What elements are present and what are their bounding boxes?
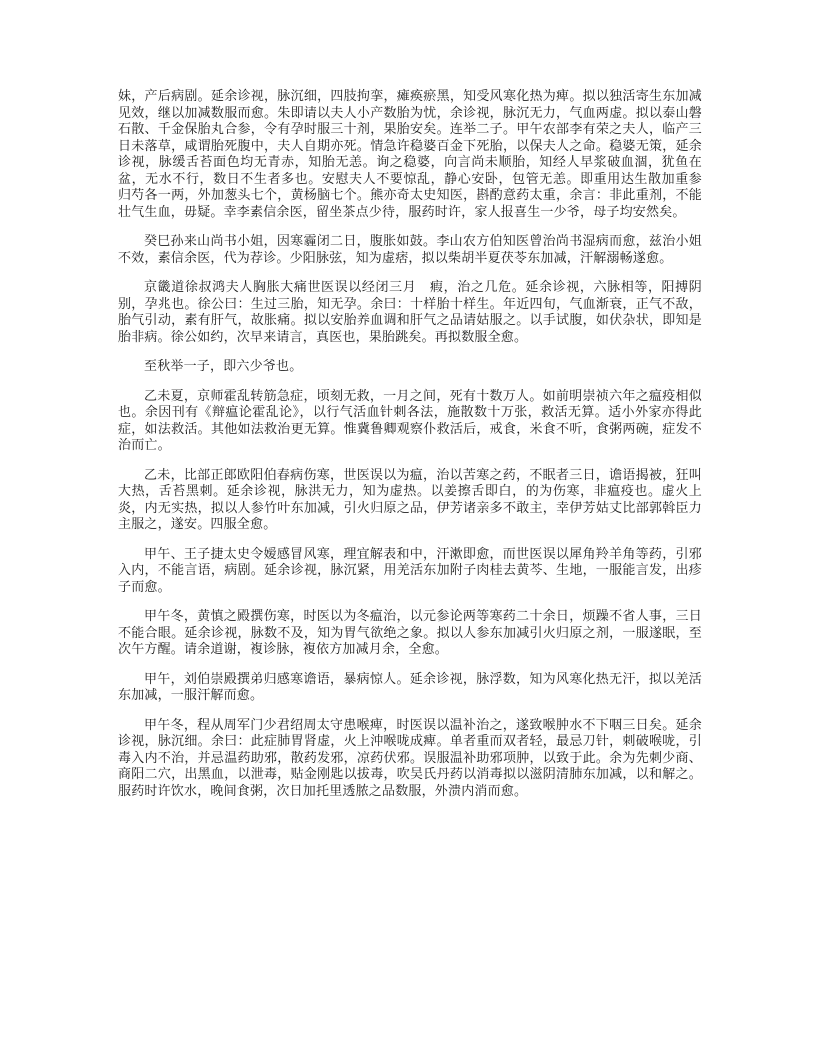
paragraph-9: 甲午，刘伯崇殿撰弟归感寒谵语，暴病惊人。延余诊视，脉浮数，知为风寒化热无汗，拟以羌活东加减，一服汗解而愈。 (118, 670, 702, 702)
paragraph-6: 乙未，比部正郎欧阳伯春病伤寒，世医误以为瘟，治以苦寒之药，不眠者三日，谵语揭被，狂叫大热，舌苔黑刺。延余诊视，脉洪无力，知为虚热。以姜擦舌即白，的为伤寒，非瘟疫也。虚火上炎，内无实热，拟以人参竹叶东加减，引火归原之品，伊芳诸亲多不敢主，幸伊芳姑丈比部郭斡臣力主服之，遂安。四服全愈。 (118, 466, 702, 531)
paragraph-2: 癸巳孙来山尚书小姐，因寒霾闭二日，腹胀如鼓。李山农方伯知医曾治尚书湿病而愈，兹治小姐不效，素信余医，代为荐诊。少阳脉弦，知为虚痞，拟以柴胡半夏茯苓东加减，汗解溺畅遂愈。 (118, 233, 702, 265)
paragraph-8: 甲午冬，黄慎之殿撰伤寒，时医以为冬瘟治，以元参论两等寒药二十余日，烦躁不省人事，三日不能合眼。延余诊视，脉数不及，知为胃气欲绝之象。拟以人参东加减引火归原之剂，一服遂眠，至次午方醒。请余道谢，複诊脉，複依方加减月余，全愈。 (118, 608, 702, 656)
paragraph-3: 京畿道徐叔鸿夫人胸胀大痛世医误以经闭三月 瘕，治之几危。延余诊视，六脉相等，阳搏阴别，孕兆也。徐公曰：生过三胎，知无孕。余曰：十样胎十样生。年近四旬，气血渐衰，正气不敌，胎气引动，素有肝气，故胀痛。拟以安胎养血调和肝气之品请姑服之。以手试腹，如伏杂状，即知是胎非病。徐公如约，次早来请言，真医也，果胎跳矣。再拟数服全愈。 (118, 279, 702, 344)
paragraph-4: 至秋举一子，即六少爷也。 (144, 358, 303, 373)
paragraph-7: 甲午、王子捷太史令嫒感冒风寒，理宜解表和中，汗漱即愈，而世医误以犀角羚羊角等药，引邪入内，不能言语，病剧。延余诊视，脉沉紧，用羌活东加附子肉桂去黄芩、生地，一服能言发，出疹子而愈。 (118, 545, 702, 594)
paragraph-5: 乙未夏，京师霍乱转筋急症，顷刻无救，一月之间，死有十数万人。如前明崇祯六年之瘟疫相似也。余因刊有《辩瘟论霍乱论》，以行气活血针刺各法，施散数十万张，救活无算。适小外家亦得此症，如法救活。其他如法救治更无算。惟冀鲁卿观察仆救活后，戒食，米食不听，食粥两碗，症发不治而亡。 (118, 387, 702, 452)
paragraph-10: 甲午冬，程从周军门少君绍周太守患喉痺，时医误以温补治之，遂致喉肿水不下咽三日矣。延余诊视，脉沉细。余曰：此症肺胃肾虚，火上沖喉咙成痺。单者重而双者轻，最忌刀针，刺破喉咙，引毒入内不治，并忌温药助邪，散药发邪，凉药伏邪。误服温补助邪项肿，以致于此。余为先刺少商、商阳二穴，出黑血，以泄毒，贴金刚匙以拔毒，吹吴氏丹药以消毒拟以滋阴清肺东加减，以和解之。服药时许饮水，晚间食粥，次日加托里透脓之品数服，外溃内消而愈。 (118, 716, 702, 798)
paragraph-1: 妹，产后病剧。延余诊视，脉沉细，四肢拘挛，瘫痪瘀黑，知受风寒化热为痺。拟以独活寄生东加减见效，继以加减数服而愈。朱即请以夫人小产数胎为忧，余诊视，脉沉无力，气血两虚。拟以泰山磐石散、千金保胎丸合参，令有孕时服三十剂，果胎安矣。连举二子。甲午农部李有荣之夫人，临产三日未落草，咸谓胎死腹中，夫人自期亦死。情急许稳婆百金下死胎，以保夫人之命。稳婆无策，延余诊视，脉缓舌苔面色均无青赤，知胎无恙。询之稳婆，向言尚未顺胎，知经人早浆破血涸，犹鱼在盆，无水不行，数日不生者多也。安慰夫人不要惊乱，静心安卧，包管无恙。即重用达生散加重参 归芍各一两，外加葱头七个，黄杨脑七个。熊亦奇太史知医，斟酌意药太重，余言：非此重剂，不能壮气生血，毋疑。幸李素信余医，留坐茶点少待，服药时许，家人报喜生一少爷，母子均安然矣。 (118, 88, 716, 219)
text-block (118, 88, 716, 812)
